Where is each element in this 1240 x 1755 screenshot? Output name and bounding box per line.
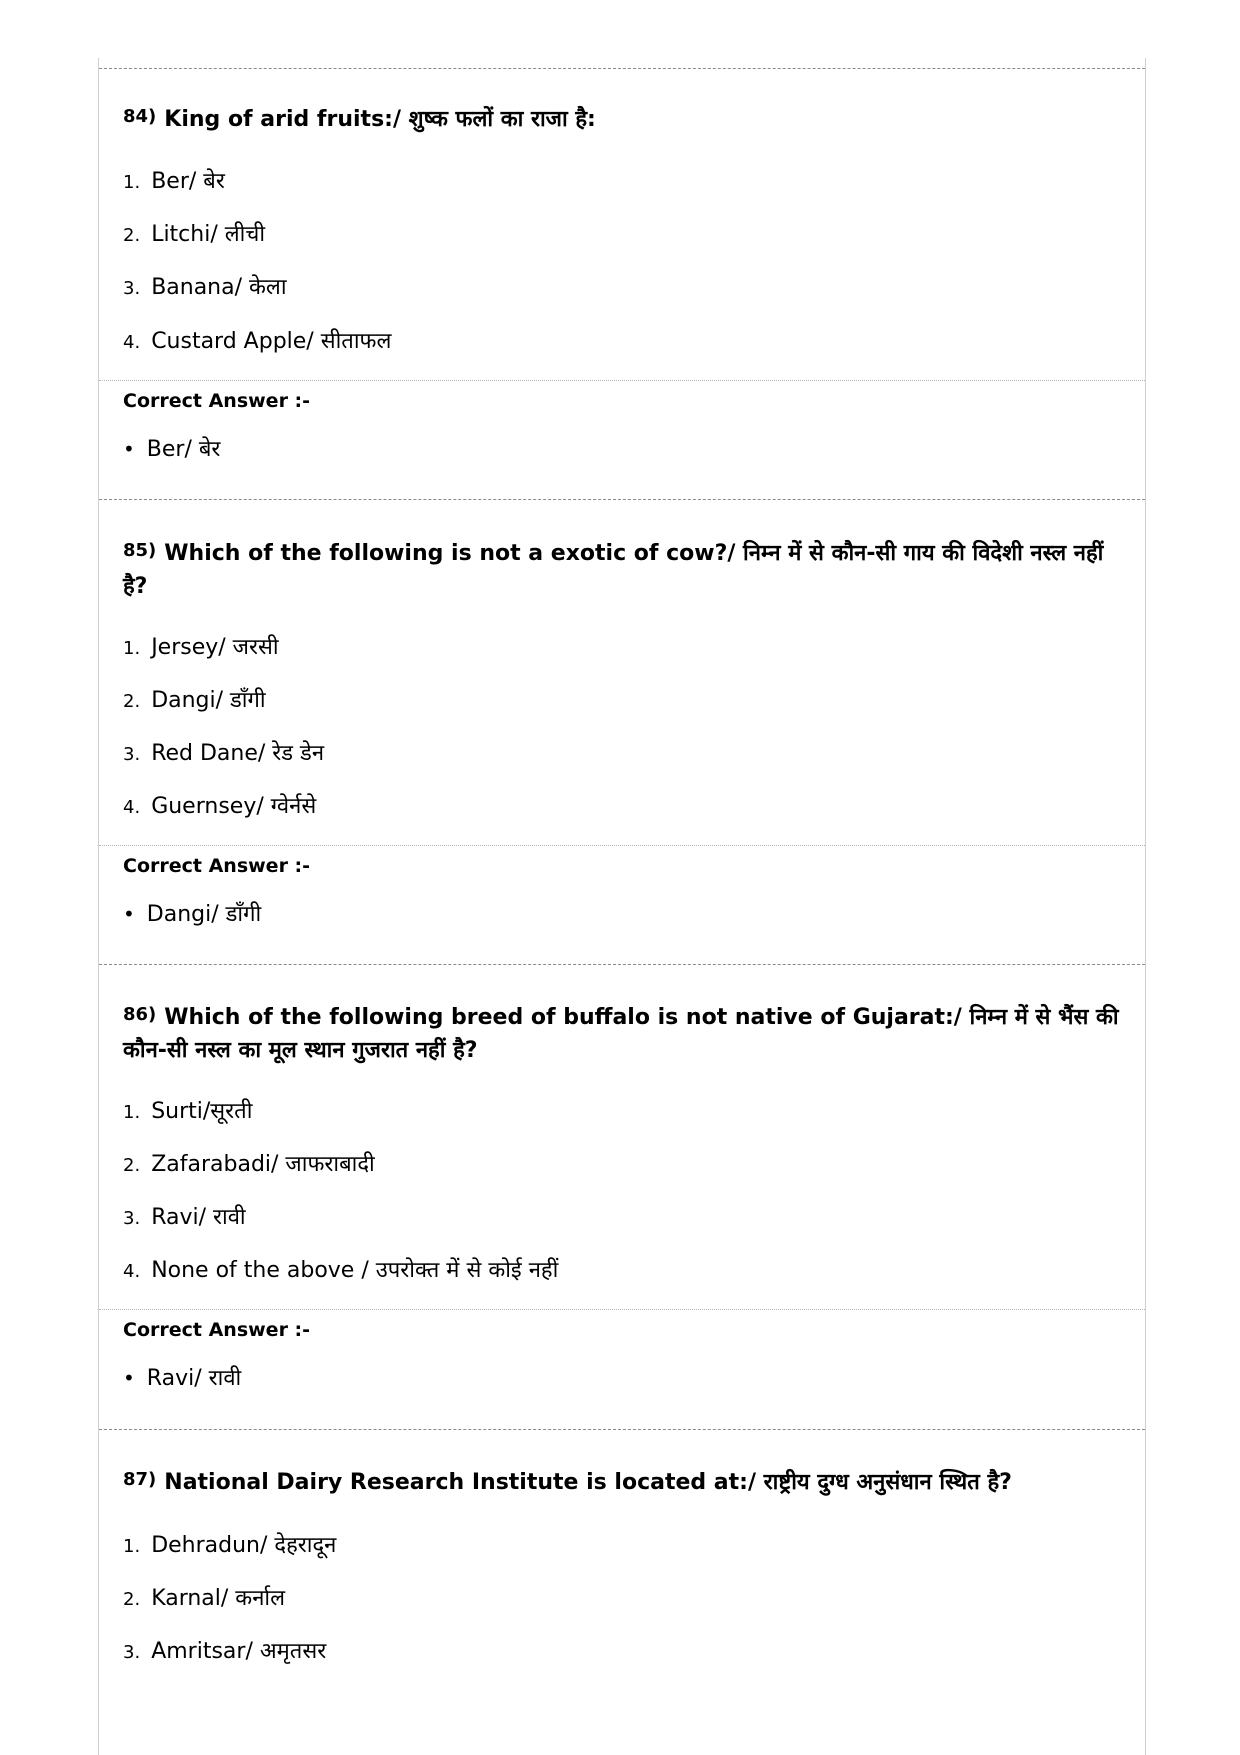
question-number: 87) — [123, 1469, 157, 1490]
option-text: None of the above / उपरोक्त में से कोई नहीं — [151, 1258, 559, 1283]
option-text: Zafarabadi/ जाफराबादी — [151, 1152, 375, 1177]
option-text: Dehradun/ देहरादून — [151, 1533, 337, 1558]
option-number: 4. — [123, 797, 141, 818]
option-item — [123, 1584, 285, 1615]
option-text: Banana/ केला — [151, 275, 287, 300]
option-text: Amritsar/ अमृतसर — [151, 1639, 327, 1664]
correct-answer-label: Correct Answer :- — [123, 855, 311, 877]
question-number: 84) — [123, 106, 157, 127]
option-item — [123, 1203, 246, 1234]
question-84-title — [123, 104, 1123, 137]
option-number: 1. — [123, 638, 141, 659]
option-number: 2. — [123, 1155, 141, 1176]
question-text: Which of the following is not a exotic of cow?/ निम्न में से कौन-सी गाय की विदेशी नस्ल नहीं है? — [123, 541, 1104, 599]
option-text: Guernsey/ ग्वेर्नसे — [151, 794, 317, 819]
answer-divider — [99, 380, 1145, 381]
question-85-title — [123, 538, 1123, 603]
bullet-icon: • — [123, 902, 135, 926]
question-number: 86) — [123, 1004, 157, 1025]
option-number: 1. — [123, 1536, 141, 1557]
option-number: 1. — [123, 172, 141, 193]
option-text: Litchi/ लीची — [151, 222, 266, 247]
option-item — [123, 1637, 326, 1668]
option-item — [123, 273, 287, 304]
question-number: 85) — [123, 540, 157, 561]
correct-answer-text: Ravi/ रावी — [146, 1366, 242, 1391]
question-separator — [99, 964, 1145, 965]
option-item — [123, 739, 324, 770]
option-number: 3. — [123, 278, 141, 299]
bullet-icon: • — [123, 1366, 135, 1390]
option-text: Red Dane/ रेड डेन — [151, 741, 325, 766]
question-separator — [99, 1429, 1145, 1430]
question-separator — [99, 68, 1145, 69]
option-text: Jersey/ जरसी — [151, 635, 279, 660]
answer-divider — [99, 845, 1145, 846]
option-text: Surti/सूरती — [151, 1099, 253, 1124]
option-number: 2. — [123, 691, 141, 712]
correct-answer-label: Correct Answer :- — [123, 1319, 311, 1341]
correct-answer-text: Ber/ बेर — [146, 437, 221, 462]
correct-answer — [123, 899, 261, 930]
question-sheet — [98, 58, 1146, 1755]
question-text: King of arid fruits:/ शुष्क फलों का राजा है: — [164, 107, 596, 132]
bullet-icon: • — [123, 437, 135, 461]
option-number: 4. — [123, 1261, 141, 1282]
question-86-title — [123, 1002, 1123, 1067]
option-number: 1. — [123, 1102, 141, 1123]
option-item — [123, 633, 279, 664]
option-item — [123, 1531, 336, 1562]
question-text: Which of the following breed of buffalo is not native of Gujarat:/ निम्न में से भैंस की कौन-सी नस्ल का मूल स्थान गुजरात नहीं है? — [123, 1005, 1119, 1063]
option-number: 2. — [123, 225, 141, 246]
option-number: 4. — [123, 332, 141, 353]
question-separator — [99, 499, 1145, 500]
option-text: Karnal/ कर्नाल — [151, 1586, 286, 1611]
option-text: Dangi/ डाँगी — [151, 688, 266, 713]
option-number: 3. — [123, 744, 141, 765]
option-item — [123, 220, 265, 251]
correct-answer — [123, 434, 220, 465]
option-text: Ravi/ रावी — [151, 1205, 246, 1230]
correct-answer — [123, 1363, 241, 1394]
question-87-title — [123, 1467, 1123, 1500]
correct-answer-label: Correct Answer :- — [123, 390, 311, 412]
option-item — [123, 327, 391, 358]
option-text: Ber/ बेर — [151, 169, 225, 194]
option-item — [123, 1150, 375, 1181]
option-item — [123, 1256, 558, 1287]
option-item — [123, 792, 316, 823]
option-item — [123, 686, 266, 717]
option-number: 3. — [123, 1208, 141, 1229]
option-item — [123, 167, 225, 198]
question-text: National Dairy Research Institute is located at:/ राष्ट्रीय दुग्ध अनुसंधान स्थित है? — [164, 1470, 1012, 1495]
option-number: 2. — [123, 1589, 141, 1610]
option-text: Custard Apple/ सीताफल — [151, 329, 392, 354]
answer-divider — [99, 1309, 1145, 1310]
option-number: 3. — [123, 1642, 141, 1663]
option-item — [123, 1097, 252, 1128]
correct-answer-text: Dangi/ डाँगी — [146, 902, 262, 927]
